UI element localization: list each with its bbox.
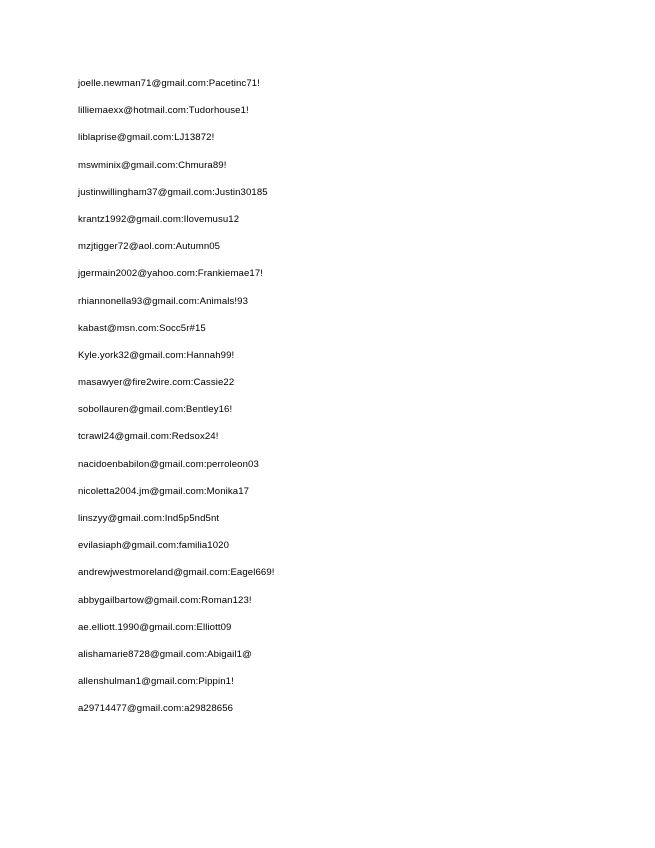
text-line: kabast@msn.com:Socc5r#15 — [78, 322, 206, 334]
text-line: tcrawl24@gmail.com:Redsox24! — [78, 431, 219, 443]
text-line: ae.elliott.1990@gmail.com:Elliott09 — [78, 621, 232, 633]
text-line: Kyle.york32@gmail.com:Hannah99! — [78, 349, 235, 361]
text-line: linszyy@gmail.com:Ind5p5nd5nt — [78, 513, 220, 524]
text-line-list — [78, 77, 275, 730]
text-line: liblaprise@gmail.com:LJ13872! — [78, 132, 215, 144]
text-line: alishamarie8728@gmail.com:Abigail1@ — [78, 648, 252, 660]
text-line: joelle.newman71@gmail.com:Pacetinc71! — [78, 78, 260, 89]
text-line: mswminix@gmail.com:Chmura89! — [78, 159, 227, 171]
text-line: a29714477@gmail.com:a29828656 — [78, 703, 234, 715]
text-line: krantz1992@gmail.com:Ilovemusu12 — [78, 213, 240, 225]
text-line: abbygailbartow@gmail.com:Roman123! — [78, 594, 252, 606]
text-line: nicoletta2004.jm@gmail.com:Monika17 — [78, 485, 250, 497]
text-line: lilliemaexx@hotmail.com:Tudorhouse1! — [78, 105, 249, 117]
text-line: nacidoenbabilon@gmail.com:perroleon03 — [78, 458, 259, 470]
text-line: rhiannonella93@gmail.com:Animals!93 — [78, 295, 249, 307]
text-line: mzjtigger72@aol.com:Autumn05 — [78, 241, 221, 253]
text-line: masawyer@fire2wire.com:Cassie22 — [78, 377, 235, 389]
text-line: sobollauren@gmail.com:Bentley16! — [78, 404, 233, 416]
text-line: jgermain2002@yahoo.com:Frankiemae17! — [78, 268, 264, 280]
text-line: evilasiaph@gmail.com:familia1020 — [78, 540, 230, 552]
text-line: andrewjwestmoreland@gmail.com:Eagel669! — [78, 567, 275, 579]
text-line: justinwillingham37@gmail.com:Justin30185 — [78, 186, 268, 198]
text-line: allenshulman1@gmail.com:Pippin1! — [78, 676, 234, 688]
